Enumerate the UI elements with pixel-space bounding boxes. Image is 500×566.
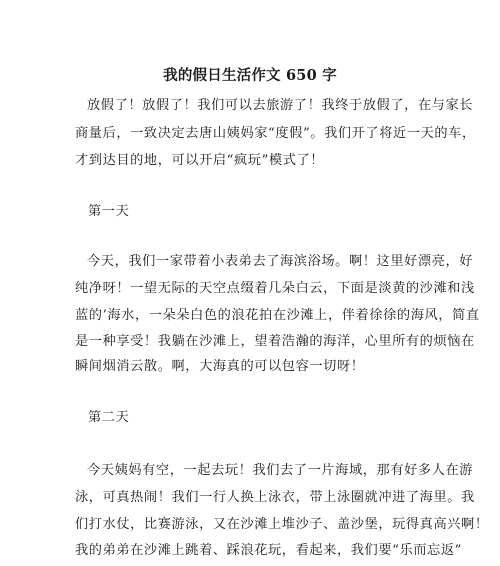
paragraph-2-line-5: 瞬间烟消云散。啊，大海真的可以包容一切呀！ bbox=[75, 359, 365, 374]
paragraph-2-line-3: 蓝的’海水，一朵朵白色的浪花拍在沙滩上，伴着徐徐的海风，简直 bbox=[75, 308, 480, 323]
paragraph-1-line-3: 才到达目的地，可以开启“疯玩”模式了！ bbox=[75, 153, 325, 168]
paragraph-2-line-1: 今天，我们一家带着小表弟去了海滨浴场。啊！这里好漂亮，好 bbox=[87, 254, 474, 269]
paragraph-1-line-2: 商量后，一致决定去唐山姨妈家“度假”。我们开了将近一天的车， bbox=[75, 126, 476, 141]
section-heading-day-1: 第一天 bbox=[88, 204, 130, 219]
paragraph-3-line-1: 今天姨妈有空，一起去玩！我们去了一片海域，那有好多人在游 bbox=[87, 463, 474, 478]
section-heading-day-2: 第二天 bbox=[88, 410, 130, 425]
paragraph-3-line-4: 我的弟弟在沙滩上跳着、踩浪花玩，看起来，我们要“乐而忘返” bbox=[75, 543, 462, 558]
paragraph-2-line-2: 纯净呀！一望无际的天空点缀着几朵白云，下面是淡黄的沙滩和浅 bbox=[75, 281, 475, 296]
document-title: 我的假日生活作文 650 字 bbox=[163, 67, 337, 84]
paragraph-3-line-2: 泳，可真热闹！我们一行人换上泳衣，带上泳圈就冲进了海里。我 bbox=[75, 490, 475, 505]
paragraph-2-line-4: 是一种享受！我躺在沙滩上，望着浩瀚的海洋，心里所有的烦恼在 bbox=[75, 334, 475, 349]
paragraph-1-line-1: 放假了！放假了！我们可以去旅游了！我终于放假了，在与家长 bbox=[87, 98, 474, 113]
paragraph-3-line-3: 们打水仗，比赛游泳，又在沙滩上堆沙子、盖沙堡，玩得真高兴啊！ bbox=[75, 517, 489, 532]
